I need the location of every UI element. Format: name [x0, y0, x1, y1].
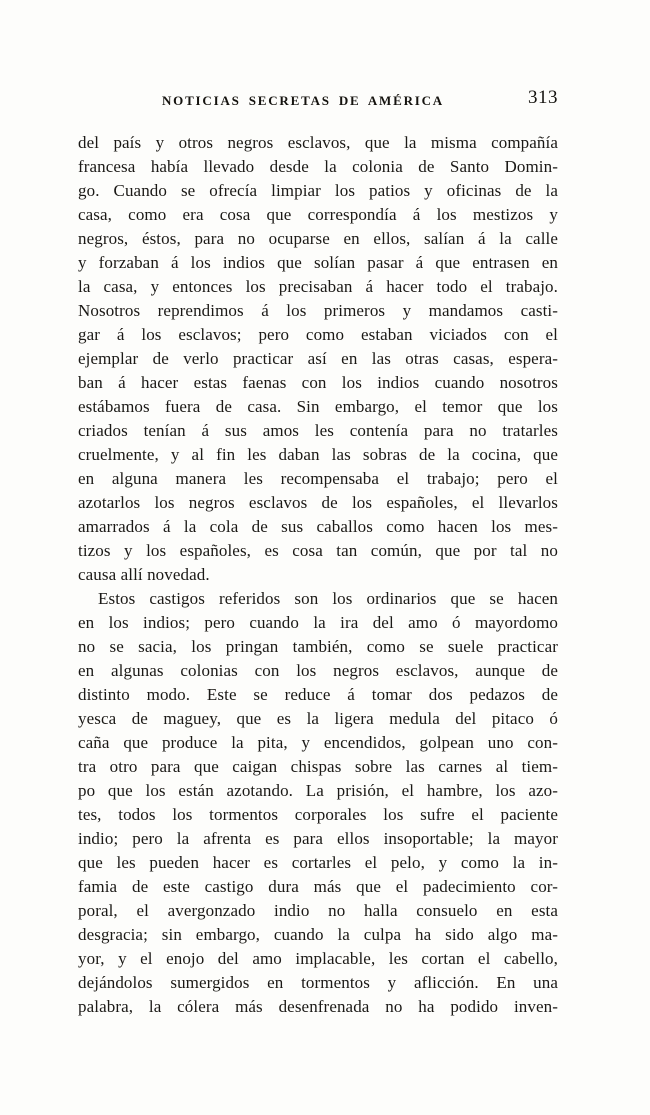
- text-line: yesca de maguey, que es la ligera medula del pitaco ó: [78, 709, 558, 728]
- text-line: en algunas colonias con los negros esclavos, aunque de: [78, 661, 558, 680]
- text-line: indio; pero la afrenta es para ellos insoportable; la mayor: [78, 829, 558, 848]
- text-line: Nosotros reprendimos á los primeros y mandamos casti-: [78, 301, 558, 320]
- text-line: tizos y los españoles, es cosa tan común, que por tal no: [78, 541, 558, 560]
- text-line: palabra, la cólera más desenfrenada no ha podido inven-: [78, 997, 558, 1016]
- text-line: Estos castigos referidos son los ordinarios que se hacen: [98, 589, 558, 608]
- text-line: no se sacia, los pringan también, como se suele practicar: [78, 637, 558, 656]
- text-line: casa, como era cosa que correspondía á los mestizos y: [78, 205, 558, 224]
- text-line: tes, todos los tormentos corporales los sufre el paciente: [78, 805, 558, 824]
- text-line: amarrados á la cola de sus caballos como hacen los mes-: [78, 517, 558, 536]
- text-line: criados tenían á sus amos les contenía para no tratarles: [78, 421, 558, 440]
- text-line: go. Cuando se ofrecía limpiar los patios y oficinas de la: [78, 181, 558, 200]
- text-line: po que los están azotando. La prisión, el hambre, los azo-: [78, 781, 558, 800]
- text-line: gar á los esclavos; pero como estaban viciados con el: [78, 325, 558, 344]
- text-line: poral, el avergonzado indio no halla consuelo en esta: [78, 901, 558, 920]
- text-line: yor, y el enojo del amo implacable, les cortan el cabello,: [78, 949, 558, 968]
- page-number: 313: [528, 87, 558, 108]
- text-line: causa allí novedad.: [78, 565, 210, 584]
- text-line: famia de este castigo dura más que el padecimiento cor-: [78, 877, 558, 896]
- text-line: del país y otros negros esclavos, que la misma compañía: [78, 133, 558, 152]
- running-header: [78, 87, 558, 112]
- text-line: ejemplar de verlo practicar así en las otras casas, espera-: [78, 349, 558, 368]
- text-line: y forzaban á los indios que solían pasar á que entrasen en: [78, 253, 558, 272]
- text-line: desgracia; sin embargo, cuando la culpa ha sido algo ma-: [78, 925, 558, 944]
- text-line: francesa había llevado desde la colonia de Santo Domin-: [78, 157, 558, 176]
- text-line: estábamos fuera de casa. Sin embargo, el temor que los: [78, 397, 558, 416]
- text-line: dejándolos sumergidos en tormentos y aflicción. En una: [78, 973, 558, 992]
- text-line: caña que produce la pita, y encendidos, golpean uno con-: [78, 733, 558, 752]
- text-line: distinto modo. Este se reduce á tomar dos pedazos de: [78, 685, 558, 704]
- running-header-title: NOTICIAS SECRETAS DE AMÉRICA: [161, 93, 444, 108]
- text-line: azotarlos los negros esclavos de los españoles, el llevarlos: [78, 493, 558, 512]
- text-line: en los indios; pero cuando la ira del amo ó mayordomo: [78, 613, 558, 632]
- text-line: que les pueden hacer es cortarles el pelo, y como la in-: [78, 853, 558, 872]
- text-line: negros, éstos, para no ocuparse en ellos, salían á la calle: [78, 229, 558, 248]
- text-line: cruelmente, y al fin les daban las sobras de la cocina, que: [78, 445, 558, 464]
- text-line: tra otro para que caigan chispas sobre las carnes al tiem-: [78, 757, 558, 776]
- text-line: la casa, y entonces los precisaban á hacer todo el trabajo.: [78, 277, 558, 296]
- text-line: ban á hacer estas faenas con los indios cuando nosotros: [78, 373, 558, 392]
- text-line: en alguna manera les recompensaba el trabajo; pero el: [78, 469, 558, 488]
- text-block: [78, 131, 558, 1019]
